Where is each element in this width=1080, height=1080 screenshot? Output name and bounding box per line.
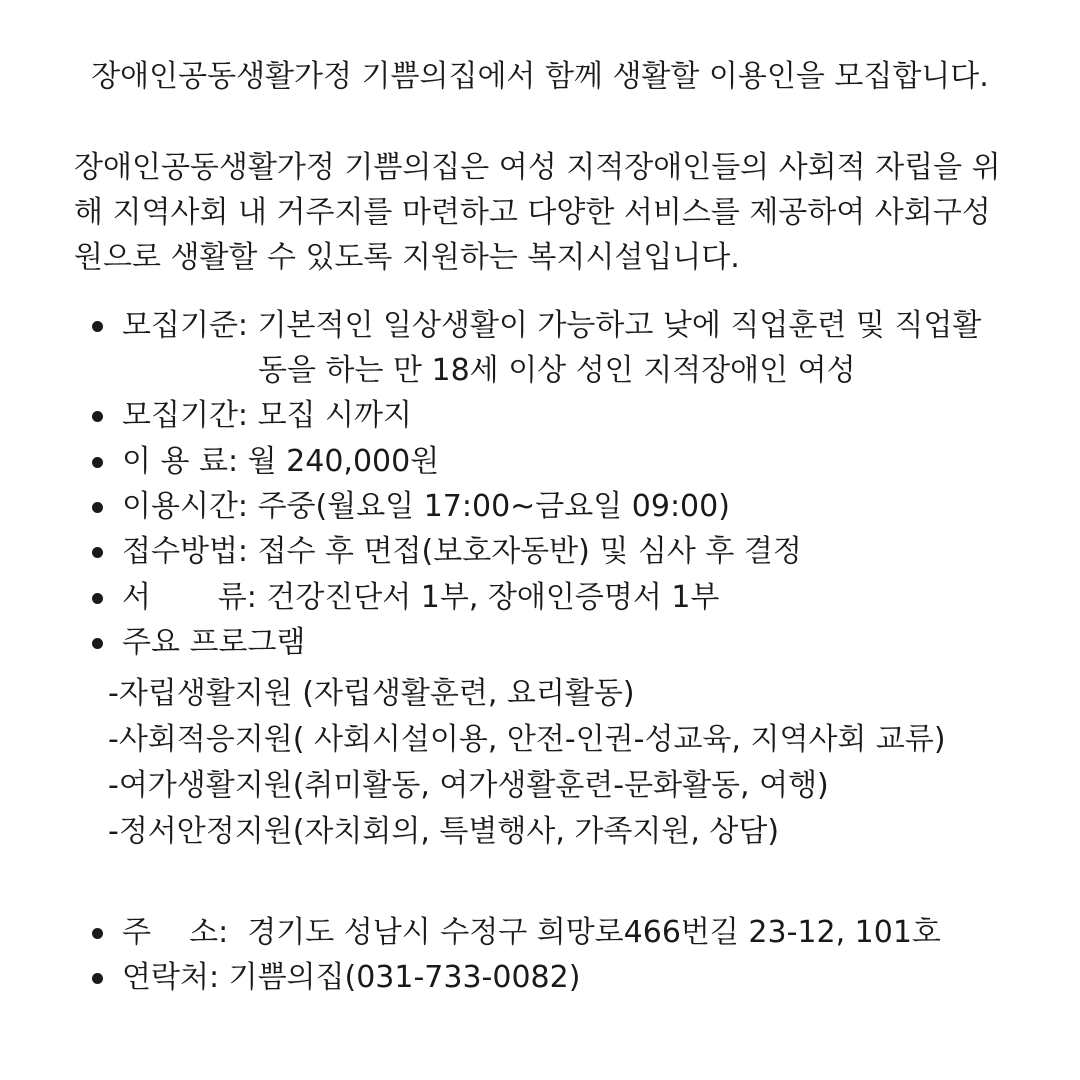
recruit-period: 모집기간: 모집 시까지: [122, 398, 412, 433]
program-item: -사회적응지원( 사회시설이용, 안전-인권-성교육, 지역사회 교류): [108, 722, 946, 757]
bullet-hours: [92, 502, 103, 513]
intro-line-3: 원으로 생활할 수 있도록 지원하는 복지시설입니다.: [74, 240, 740, 275]
intro-line-2: 해 지역사회 내 거주지를 마련하고 다양한 서비스를 제공하여 사회구성: [74, 195, 991, 230]
address: 주 소: 경기도 성남시 수정구 희망로466번길 23-12, 101호: [122, 915, 941, 950]
contact: 연락처: 기쁨의집(031-733-0082): [122, 960, 581, 995]
program-item: -자립생활지원 (자립생활훈련, 요리활동): [108, 676, 635, 711]
bullet-period: [92, 411, 103, 422]
page-title: 장애인공동생활가정 기쁨의집에서 함께 생활할 이용인을 모집합니다.: [91, 59, 989, 94]
intro-line-1: 장애인공동생활가정 기쁨의집은 여성 지적장애인들의 사회적 자립을 위: [74, 150, 1001, 185]
usage-hours: 이용시간: 주중(월요일 17:00~금요일 09:00): [122, 489, 730, 524]
usage-fee: 이 용 료: 월 240,000원: [122, 444, 440, 479]
programs-heading: 주요 프로그램: [122, 625, 306, 660]
bullet-address: [92, 928, 103, 939]
bullet-method: [92, 547, 103, 558]
bullet-criteria: [92, 321, 103, 332]
criteria-line-1: 모집기준: 기본적인 일상생활이 가능하고 낮에 직업훈련 및 직업활: [122, 308, 982, 343]
bullet-programs: [92, 638, 103, 649]
program-item: -여가생활지원(취미활동, 여가생활훈련-문화활동, 여행): [108, 768, 829, 803]
criteria-line-2: 동을 하는 만 18세 이상 성인 지적장애인 여성: [258, 353, 856, 388]
bullet-contact: [92, 973, 103, 984]
bullet-fee: [92, 457, 103, 468]
application-method: 접수방법: 접수 후 면접(보호자동반) 및 심사 후 결정: [122, 534, 802, 569]
required-documents: 서 류: 건강진단서 1부, 장애인증명서 1부: [122, 580, 720, 615]
program-item: -정서안정지원(자치회의, 특별행사, 가족지원, 상담): [108, 814, 780, 849]
bullet-documents: [92, 593, 103, 604]
